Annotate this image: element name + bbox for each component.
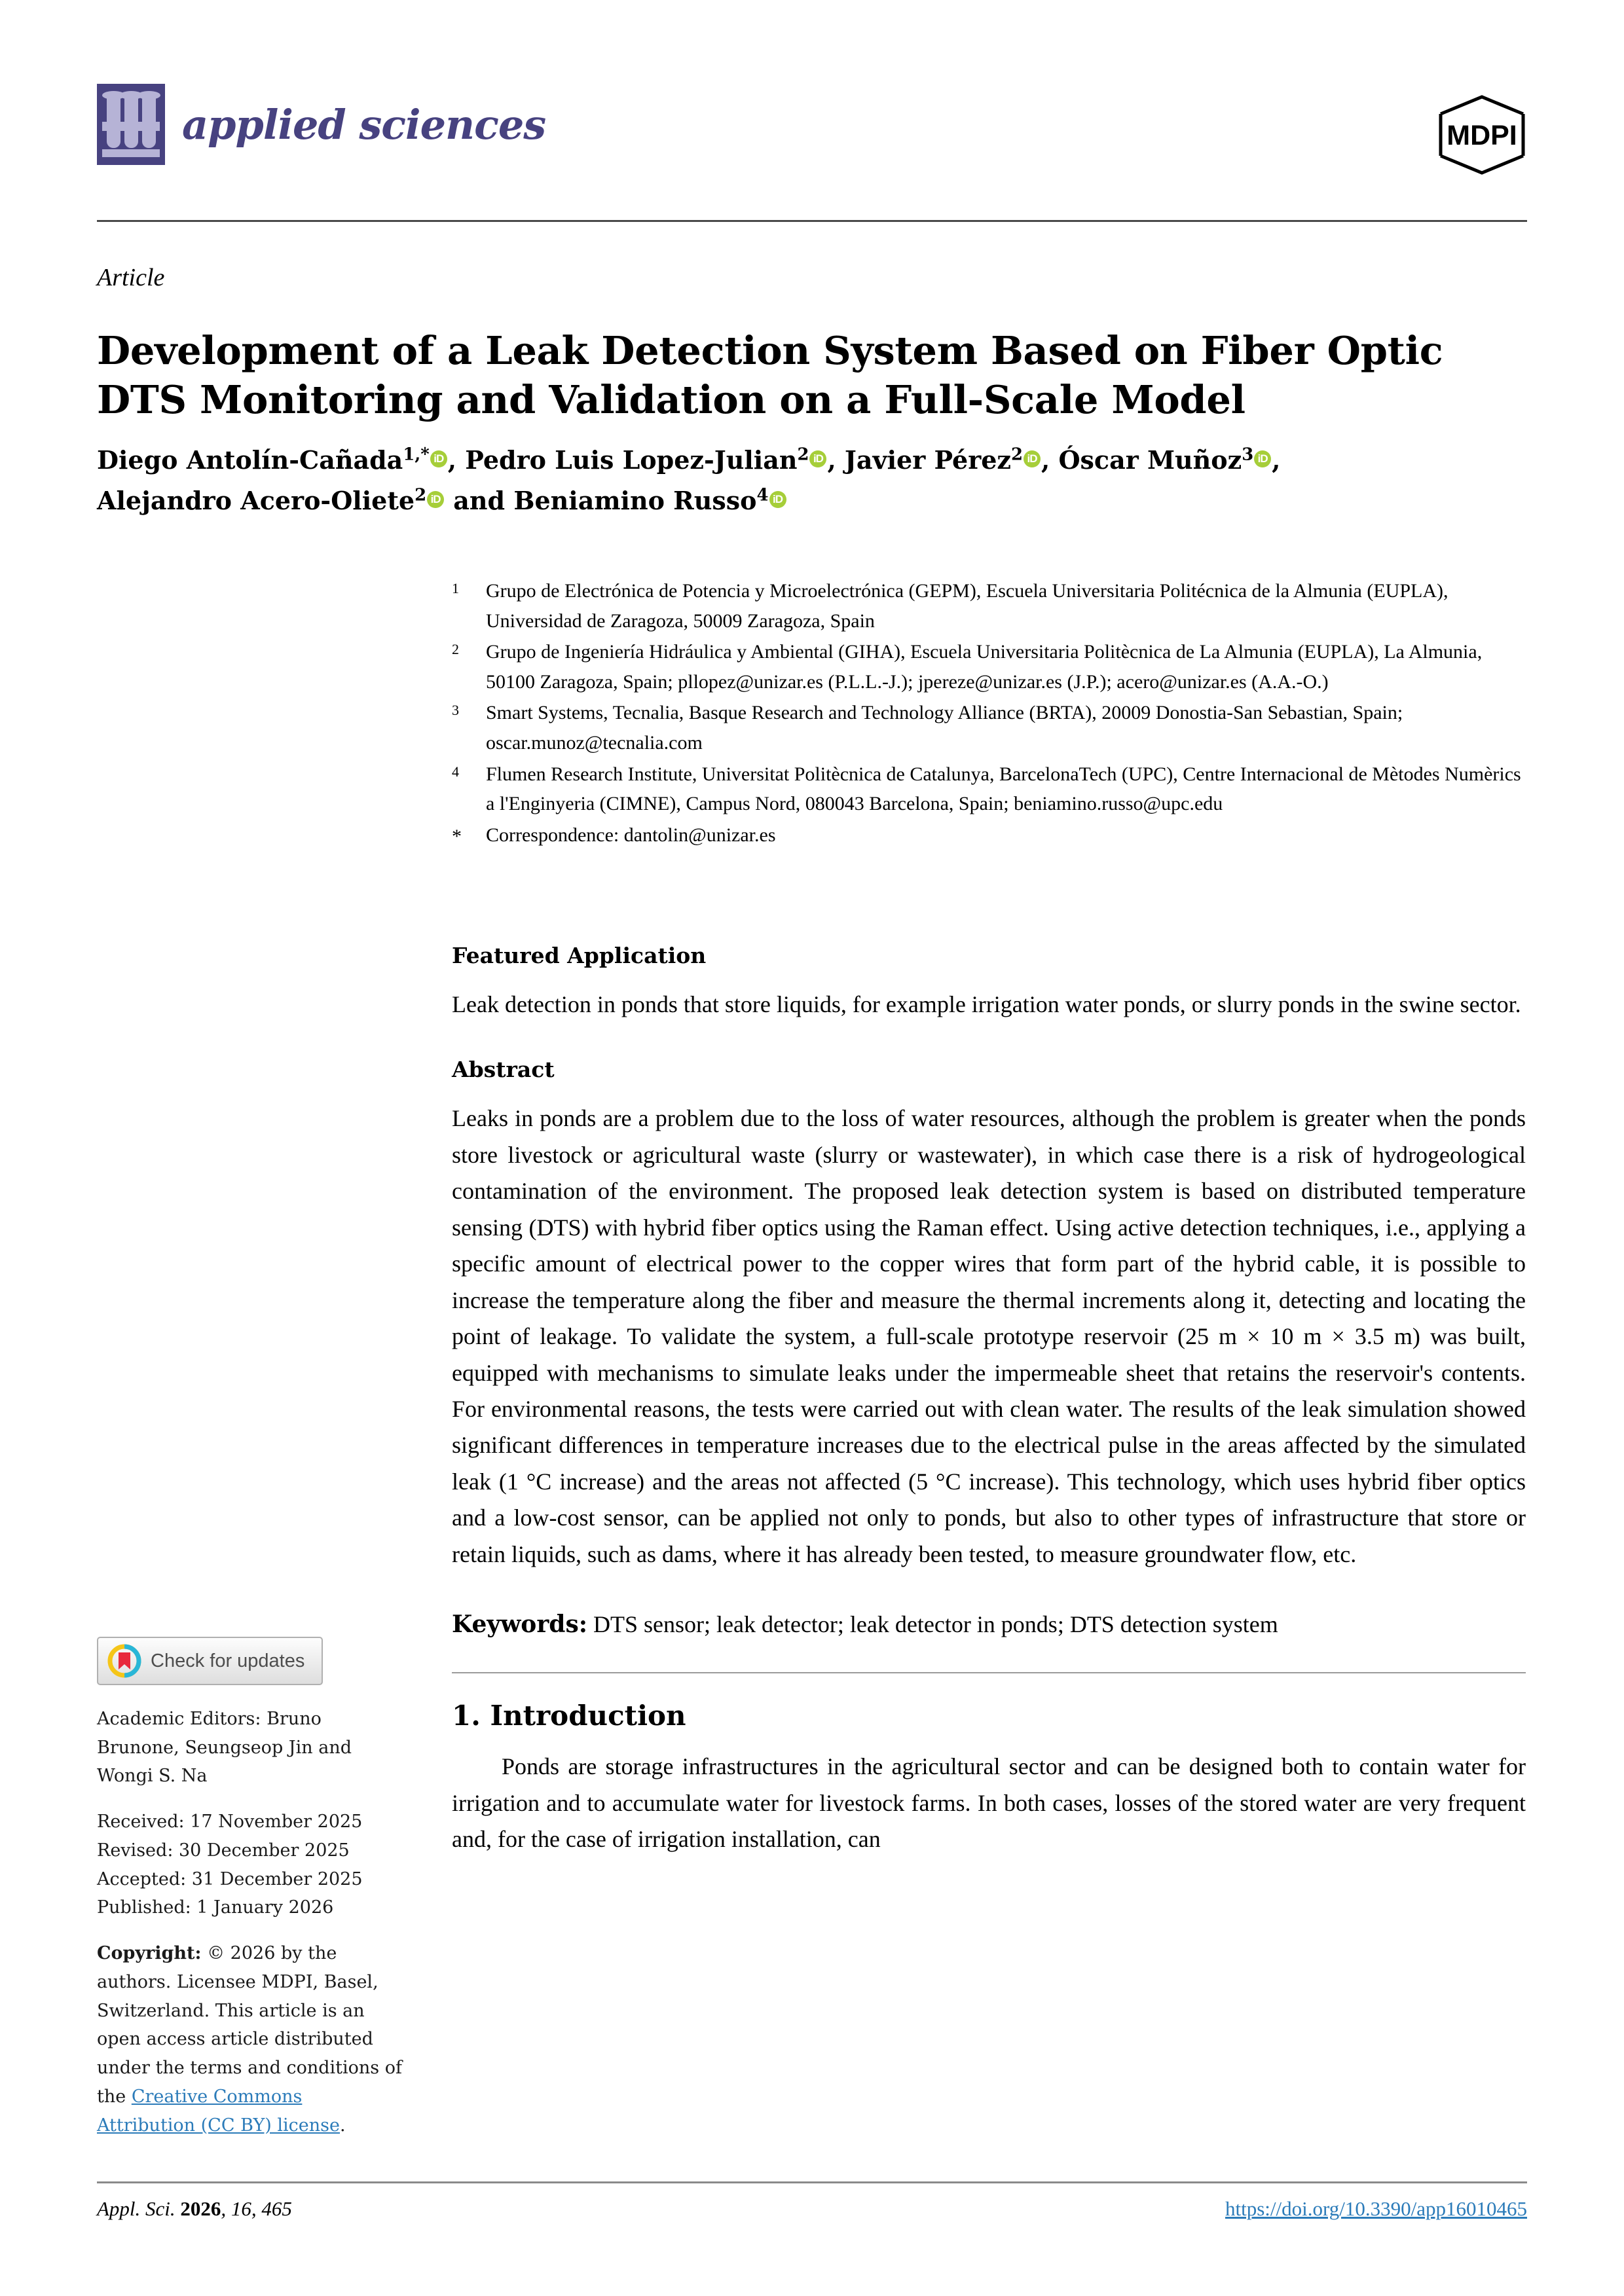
orcid-icon[interactable]: iD <box>769 491 786 508</box>
affiliation-item <box>452 759 1526 819</box>
affiliation-item <box>452 576 1526 636</box>
author-affiliation-mark: 1,* <box>403 445 430 465</box>
header-divider <box>97 220 1527 222</box>
publication-dates <box>97 1808 405 1922</box>
footer-divider <box>97 2181 1527 2183</box>
affiliation-mark: 3 <box>452 702 459 719</box>
abstract-heading: Abstract <box>452 1057 555 1083</box>
affiliation-item <box>452 698 1526 757</box>
author-affiliation-mark: 2 <box>797 445 809 465</box>
author-affiliation-mark: 3 <box>1242 445 1254 465</box>
orcid-icon[interactable]: iD <box>1024 450 1041 467</box>
orcid-icon[interactable]: iD <box>427 491 444 508</box>
orcid-icon[interactable]: iD <box>809 450 826 467</box>
author-entry <box>513 486 786 515</box>
keywords-list: DTS sensor; leak detector; leak detector in ponds; DTS detection system <box>593 1611 1278 1638</box>
author-entry <box>845 445 1059 475</box>
crossmark-bookmark-icon <box>107 1644 141 1678</box>
copyright-line-1: © 2026 by the authors. <box>97 1943 337 1992</box>
affiliation-text: Grupo de Ingeniería Hidráulica y Ambiental (GIHA), Escuela Universitaria Politècnica de La Almunia (EUPLA), La Almunia, 50100 Zaragoza, Spain; pllopez@unizar.es (P.L.L.-J.); jpereze@unizar.es (J.P.); acero@unizar.es (A.A.-O.) <box>486 641 1483 693</box>
main-content-column <box>452 943 1526 1857</box>
copyright-tail: . <box>340 2115 346 2136</box>
introduction-heading: 1. Introduction <box>452 1700 686 1732</box>
author-entry <box>97 445 465 475</box>
footer-citation <box>97 2197 292 2221</box>
copyright-line-3: This article is an open access article distributed under the terms and conditions of the <box>97 2000 402 2107</box>
author-affiliation-mark: 4 <box>756 484 769 505</box>
author-entry <box>1058 445 1280 475</box>
date-published: Published: 1 January 2026 <box>97 1897 334 1918</box>
abstract-section <box>452 1057 1526 1573</box>
featured-application-text: Leak detection in ponds that store liquids, for example irrigation water ponds, or slurry ponds in the swine sector. <box>452 991 1521 1017</box>
check-for-updates-button[interactable] <box>97 1637 323 1685</box>
author-list <box>97 440 1524 520</box>
orcid-icon[interactable]: iD <box>1254 450 1271 467</box>
affiliation-list <box>452 576 1526 852</box>
article-metadata-sidebar <box>97 1637 405 2157</box>
affiliation-mark: 1 <box>452 580 459 596</box>
copyright-notice <box>97 1939 405 2140</box>
copyright-label: Copyright: <box>97 1943 202 1964</box>
test-tube-rack-icon <box>97 84 165 165</box>
author-separator: , <box>447 445 466 475</box>
affiliation-text: Smart Systems, Tecnalia, Basque Research and Technology Alliance (BRTA), 20009 Donostia-San Sebastian, Spain; oscar.munoz@tecnalia.com <box>486 702 1403 754</box>
author-affiliation-mark: 2 <box>415 484 427 505</box>
check-for-updates-label: Check for updates <box>151 1650 305 1671</box>
doi-link[interactable]: https://doi.org/10.3390/app16010465 <box>1225 2197 1527 2220</box>
author-affiliation-mark: 2 <box>1010 445 1023 465</box>
citation-volume-page: , 16, 465 <box>221 2197 292 2220</box>
author-entry <box>97 486 513 515</box>
author-name: Javier Pérez <box>844 445 1011 475</box>
cc-by-license-link[interactable]: Creative Commons Attribution (CC BY) license <box>97 2086 340 2136</box>
author-entry <box>465 445 845 475</box>
author-name: Óscar Muñoz <box>1058 445 1242 475</box>
copyright-line-2: Licensee MDPI, Basel, Switzerland. <box>97 1971 378 2021</box>
mdpi-hexagon-logo <box>1437 94 1527 175</box>
featured-application-heading: Featured Application <box>452 943 707 968</box>
keywords-section <box>452 1607 1526 1642</box>
correspondence-item <box>452 820 1526 852</box>
introduction-section <box>452 1700 1526 1857</box>
svg-text:MDPI: MDPI <box>1447 120 1517 151</box>
journal-logo <box>97 84 545 165</box>
affiliation-text: Flumen Research Institute, Universitat Politècnica de Catalunya, BarcelonaTech (UPC), Centre Internacional de Mètodes Numèrics a l'Enginyeria (CIMNE), Campus Nord, 080043 Barcelona, Spain; beniamino.russo@upc.edu <box>486 763 1521 815</box>
keywords-divider <box>452 1672 1526 1673</box>
affiliation-text: Grupo de Electrónica de Potencia y Microelectrónica (GEPM), Escuela Universitaria Politécnica de la Almunia (EUPLA), Universidad de Zaragoza, 50009 Zaragoza, Spain <box>486 580 1449 632</box>
date-accepted: Accepted: 31 December 2025 <box>97 1868 363 1889</box>
keywords-label: Keywords: <box>452 1611 588 1639</box>
correspondence-text: Correspondence: dantolin@unizar.es <box>486 824 776 846</box>
author-name: Beniamino Russo <box>513 485 757 515</box>
page-title: Development of a Leak Detection System Based on Fiber Optic DTS Monitoring and Validation on a Full-Scale Model <box>97 327 1443 423</box>
author-separator: and <box>445 485 514 515</box>
orcid-icon[interactable]: iD <box>430 450 447 467</box>
date-received: Received: 17 November 2025 <box>97 1812 363 1832</box>
author-name: Pedro Luis Lopez-Julian <box>465 445 798 475</box>
author-name: Diego Antolín-Cañada <box>97 445 403 475</box>
abstract-text: Leaks in ponds are a problem due to the loss of water resources, although the problem is greater when the ponds store livestock or agricultural waste (slurry or wastewater), in which case there is a risk of hydrogeological contamination of the environment. The proposed leak detection system is based on distributed temperature sensing (DTS) with hybrid fiber optics using the Raman effect. Using active detection techniques, i.e., applying a specific amount of electrical power to the copper wires that form part of the hybrid cable, it is possible to increase the temperature along the fiber and measure the thermal increments along it, detecting and locating the point of leakage. To validate the system, a full-scale prototype reservoir (25 m × 10 m × 3.5 m) was built, equipped with mechanisms to simulate leaks under the impermeable sheet that retains the reservoir's contents. For environmental reasons, the tests were carried out with clean water. The results of the leak simulation showed significant differences in temperature increases due to the electrical pulse in the areas affected by the simulated leak (1 °C increase) and the areas not affected (5 °C increase). This technology, which uses hybrid fiber optics and a low-cost sensor, can be applied not only to ponds, but also to other types of infrastructure that store or retain liquids, such as dams, where it has already been tested, to measure groundwater flow, etc. <box>452 1105 1526 1567</box>
author-name: Alejandro Acero-Oliete <box>97 485 415 515</box>
correspondence-mark: * <box>452 825 462 847</box>
journal-title: applied sciences <box>182 100 546 149</box>
date-revised: Revised: 30 December 2025 <box>97 1840 350 1861</box>
affiliation-mark: 4 <box>452 763 459 780</box>
author-separator: , <box>827 445 845 475</box>
journal-masthead <box>97 84 1527 189</box>
affiliation-item <box>452 637 1526 697</box>
author-separator: , <box>1041 445 1059 475</box>
introduction-paragraph: Ponds are storage infrastructures in the agricultural sector and can be designed both to contain water for irrigation and to accumulate water for livestock farms. In both cases, losses of the stored water are very frequent and, for the case of irrigation installation, can <box>452 1753 1526 1852</box>
author-separator: , <box>1272 445 1281 475</box>
citation-journal: Appl. Sci. <box>97 2197 181 2220</box>
academic-editors: Academic Editors: Bruno Brunone, Seungseop Jin and Wongi S. Na <box>97 1709 352 1787</box>
featured-application-section <box>452 943 1526 1023</box>
citation-year: 2026 <box>180 2197 221 2220</box>
affiliation-mark: 2 <box>452 641 459 658</box>
article-type-label: Article <box>97 264 165 291</box>
